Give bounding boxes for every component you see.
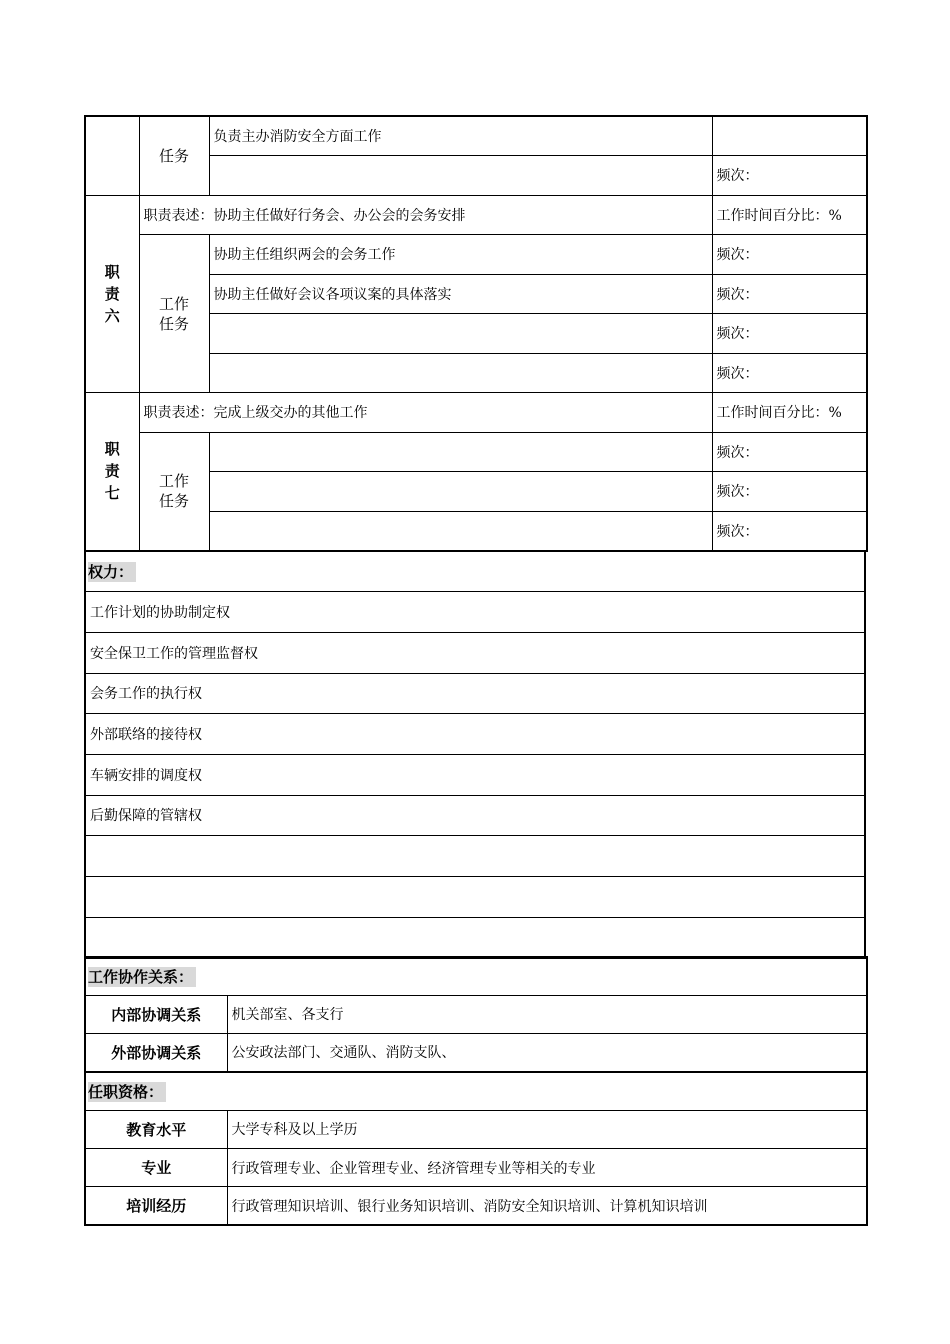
power-item — [85, 836, 865, 877]
task-cell — [209, 156, 712, 196]
power-section-title — [85, 551, 865, 592]
power-item: 安全保卫工作的管理监督权 — [85, 632, 865, 673]
power-item: 外部联络的接待权 — [85, 714, 865, 755]
major-value: 行政管理专业、企业管理专业、经济管理专业等相关的专业 — [227, 1149, 867, 1187]
task-cell: 协助主任做好会议各项议案的具体落实 — [209, 274, 712, 314]
task-cell: 协助主任组织两会的会务工作 — [209, 235, 712, 275]
education-value: 大学专科及以上学历 — [227, 1110, 867, 1148]
qualifications-table — [84, 1071, 868, 1226]
major-label: 专业 — [85, 1149, 227, 1187]
relations-title-text: 工作协作关系： — [88, 967, 196, 987]
power-item — [85, 917, 865, 958]
external-relations-label: 外部协调关系 — [85, 1034, 227, 1072]
relations-table — [84, 956, 868, 1073]
prev-task-label: 任务 — [139, 116, 209, 195]
duty-six-statement: 职责表述：协助主任做好行务会、办公会的会务安排 — [139, 195, 712, 235]
power-item: 车辆安排的调度权 — [85, 754, 865, 795]
power-item: 工作计划的协助制定权 — [85, 592, 865, 633]
frequency-cell: 频次： — [712, 353, 867, 393]
education-label: 教育水平 — [85, 1110, 227, 1148]
duty-six-label: 职 责 六 — [85, 195, 139, 393]
frequency-cell: 频次： — [712, 511, 867, 551]
power-title-text: 权力： — [88, 562, 136, 582]
duty-six-task-label: 工作 任务 — [139, 235, 209, 393]
task-cell — [209, 314, 712, 354]
qualifications-title-text: 任职资格： — [88, 1082, 166, 1102]
internal-relations-label: 内部协调关系 — [85, 995, 227, 1033]
frequency-cell: 频次： — [712, 472, 867, 512]
power-item: 后勤保障的管辖权 — [85, 795, 865, 836]
frequency-cell: 频次： — [712, 156, 867, 196]
task-cell — [209, 472, 712, 512]
power-table — [84, 550, 866, 959]
frequency-cell: 频次： — [712, 274, 867, 314]
task-cell — [209, 353, 712, 393]
relations-section-title — [85, 957, 867, 995]
duty-seven-task-label: 工作 任务 — [139, 432, 209, 551]
frequency-cell: 频次： — [712, 314, 867, 354]
training-value: 行政管理知识培训、银行业务知识培训、消防安全知识培训、计算机知识培训 — [227, 1187, 867, 1225]
frequency-cell: 频次： — [712, 235, 867, 275]
duty-six-time-percent: 工作时间百分比：% — [712, 195, 867, 235]
power-item: 会务工作的执行权 — [85, 673, 865, 714]
qualifications-section-title — [85, 1072, 867, 1110]
duty-seven-time-percent: 工作时间百分比：% — [712, 393, 867, 433]
duty-seven-statement: 职责表述：完成上级交办的其他工作 — [139, 393, 712, 433]
training-label: 培训经历 — [85, 1187, 227, 1225]
power-item — [85, 877, 865, 918]
frequency-cell — [712, 116, 867, 156]
task-cell — [209, 432, 712, 472]
duty-seven-label: 职 责 七 — [85, 393, 139, 551]
external-relations-value: 公安政法部门、交通队、消防支队、 — [227, 1034, 867, 1072]
task-cell: 负责主办消防安全方面工作 — [209, 116, 712, 156]
frequency-cell: 频次： — [712, 432, 867, 472]
task-cell — [209, 511, 712, 551]
prev-duty-label — [85, 116, 139, 195]
duties-table — [84, 115, 868, 552]
internal-relations-value: 机关部室、各支行 — [227, 995, 867, 1033]
